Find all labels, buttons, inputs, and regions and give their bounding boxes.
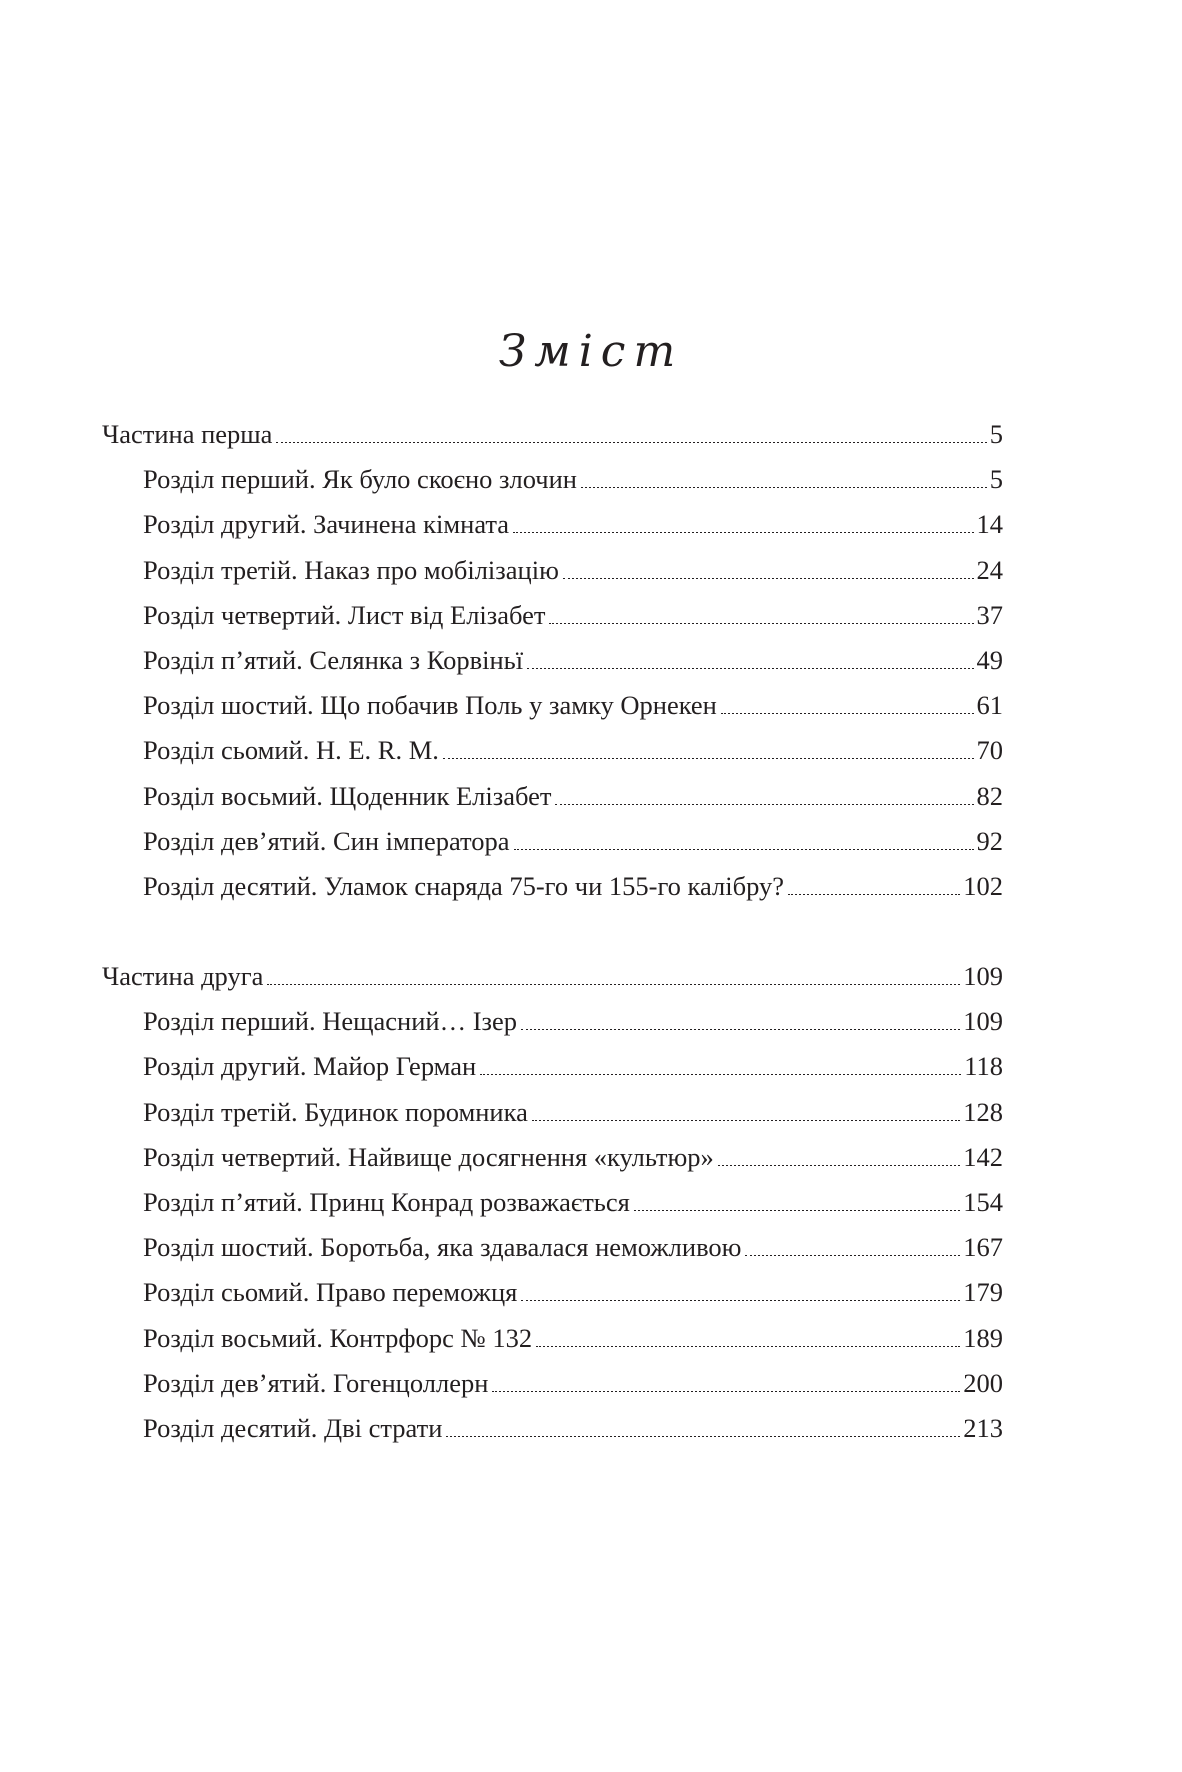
dot-leader — [267, 984, 960, 985]
toc-chapter-row[interactable] — [102, 1316, 1003, 1361]
dot-leader — [718, 1165, 960, 1166]
toc-page-number: 24 — [976, 554, 1003, 585]
toc-page-number: 109 — [963, 961, 1003, 992]
toc-part-row[interactable] — [102, 412, 1003, 457]
dot-leader — [514, 849, 974, 850]
dot-leader — [788, 894, 960, 895]
toc-page-number: 189 — [963, 1322, 1003, 1353]
toc-chapter-label: Розділ перший. Нещасний… Ізер — [143, 1006, 518, 1037]
toc-page-number: 142 — [963, 1141, 1003, 1172]
dot-leader — [536, 1346, 960, 1347]
toc-page-number: 14 — [976, 509, 1003, 540]
toc-chapter-row[interactable] — [102, 502, 1003, 547]
toc-chapter-row[interactable] — [102, 457, 1003, 502]
toc-chapter-row[interactable] — [102, 593, 1003, 638]
toc-chapter-row[interactable] — [102, 864, 1003, 909]
toc-chapter-label: Розділ перший. Як було скоєно злочин — [143, 464, 577, 495]
toc-page-number: 102 — [963, 870, 1003, 901]
dot-leader — [521, 1300, 960, 1301]
dot-leader — [492, 1391, 960, 1392]
dot-leader — [276, 442, 986, 443]
toc-part-label: Частина перша — [102, 419, 273, 449]
dot-leader — [634, 1210, 960, 1211]
toc-chapter-label: Розділ другий. Зачинена кімната — [143, 509, 510, 540]
toc-chapter-label: Розділ десятий. Уламок снаряда 75-го чи 155-го калібру? — [143, 870, 785, 901]
toc-chapter-row[interactable] — [102, 1180, 1003, 1225]
dot-leader — [480, 1074, 961, 1075]
dot-leader — [563, 578, 974, 579]
dot-leader — [555, 804, 973, 805]
toc-chapter-label: Розділ шостий. Боротьба, яка здавалася неможливою — [143, 1232, 742, 1263]
toc-chapter-row[interactable] — [102, 1090, 1003, 1135]
toc-chapter-row[interactable] — [102, 1361, 1003, 1406]
toc-chapter-label: Розділ п’ятий. Принц Конрад розважається — [143, 1187, 630, 1217]
toc-page-number: 92 — [976, 825, 1003, 856]
toc-page-number: 167 — [963, 1232, 1003, 1263]
toc-page-number: 154 — [963, 1187, 1003, 1217]
dot-leader — [513, 532, 973, 533]
dot-leader — [721, 713, 974, 714]
dot-leader — [527, 668, 973, 669]
toc-chapter-row[interactable] — [102, 548, 1003, 593]
toc-part-1 — [102, 412, 1003, 909]
toc-chapter-row[interactable] — [102, 819, 1003, 864]
toc-chapter-label: Розділ третій. Наказ про мобілізацію — [143, 554, 559, 585]
toc-chapter-label: Розділ четвертий. Лист від Елізабет — [143, 599, 546, 630]
toc-chapter-row[interactable] — [102, 638, 1003, 683]
toc-title: Зміст — [498, 326, 684, 377]
toc-chapter-label: Розділ дев’ятий. Гогенцоллерн — [143, 1367, 489, 1398]
toc-chapter-label: Розділ десятий. Дві страти — [143, 1412, 443, 1443]
dot-leader — [446, 1436, 960, 1437]
toc-page-number: 109 — [963, 1006, 1003, 1037]
toc-page-number: 61 — [976, 690, 1003, 721]
toc-chapter-row[interactable] — [102, 683, 1003, 728]
toc-page-number: 200 — [963, 1367, 1003, 1398]
dot-leader — [581, 487, 987, 488]
toc-chapter-row[interactable] — [102, 728, 1003, 773]
dot-leader — [745, 1255, 960, 1256]
toc-part-2 — [102, 954, 1003, 1451]
toc-chapter-row[interactable] — [102, 1270, 1003, 1315]
toc-chapter-label: Розділ восьмий. Щоденник Елізабет — [143, 780, 552, 811]
toc-page-number: 5 — [989, 464, 1003, 495]
toc-part-label: Частина друга — [102, 961, 264, 992]
dot-leader — [521, 1029, 960, 1030]
dot-leader — [549, 623, 973, 624]
toc-chapter-row[interactable] — [102, 774, 1003, 819]
toc-page-number: 179 — [963, 1277, 1003, 1308]
toc-chapter-row[interactable] — [102, 999, 1003, 1044]
toc-chapter-label: Розділ третій. Будинок поромника — [143, 1096, 528, 1127]
toc-chapter-label: Розділ дев’ятий. Син імператора — [143, 825, 510, 856]
toc-chapter-label: Розділ другий. Майор Герман — [143, 1051, 477, 1082]
toc-page-number: 213 — [963, 1412, 1003, 1443]
toc-page-number: 82 — [976, 780, 1003, 811]
toc-page-number: 118 — [964, 1051, 1003, 1082]
table-of-contents — [102, 412, 1003, 1451]
toc-part-row[interactable] — [102, 954, 1003, 999]
toc-chapter-label: Розділ четвертий. Найвище досягнення «культюр» — [143, 1141, 714, 1172]
toc-chapter-label: Розділ восьмий. Контрфорс № 132 — [143, 1322, 533, 1353]
dot-leader — [532, 1120, 960, 1121]
dot-leader — [443, 758, 974, 759]
toc-chapter-label: Розділ шостий. Що побачив Поль у замку Орнекен — [143, 690, 717, 721]
toc-chapter-row[interactable] — [102, 1044, 1003, 1089]
toc-page-number: 49 — [976, 644, 1003, 675]
toc-page-number: 70 — [976, 735, 1003, 766]
toc-page-number: 128 — [963, 1096, 1003, 1127]
toc-chapter-row[interactable] — [102, 1406, 1003, 1451]
toc-chapter-label: Розділ сьомий. H. E. R. M. — [143, 735, 439, 766]
toc-chapter-label: Розділ сьомий. Право переможця — [143, 1277, 518, 1308]
toc-page-number: 37 — [976, 599, 1003, 630]
toc-chapter-row[interactable] — [102, 1225, 1003, 1270]
toc-chapter-label: Розділ п’ятий. Селянка з Корвіньї — [143, 644, 524, 675]
toc-chapter-row[interactable] — [102, 1135, 1003, 1180]
toc-page-number: 5 — [989, 419, 1003, 449]
